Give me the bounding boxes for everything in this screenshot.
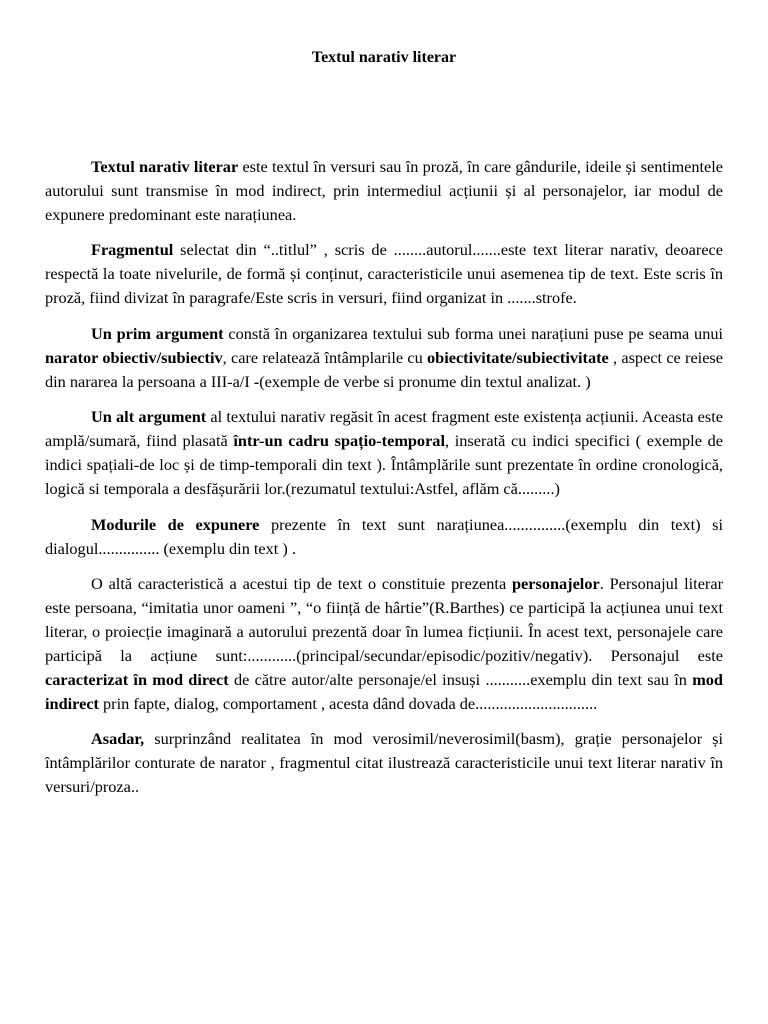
text-segment: , inserată cu indici specifici ( exemple de indici spațiali-de loc și de timp-temporali din text ). Întâmplările sunt prezentate în ordine cronologică, logică si temporala a desfășurării lor.(rezumatul textului:Astfel, aflăm că.........) (45, 431, 723, 499)
bold-text-segment: Un prim argument (91, 323, 224, 343)
paragraph (45, 727, 723, 799)
text-segment: prin fapte, dialog, comportament , acesta dând dovada de.............................. (98, 693, 598, 713)
paragraph (45, 322, 723, 394)
paragraph (45, 405, 723, 501)
bold-text-segment: Un alt argument (91, 407, 207, 427)
text-segment: , care relatează întâmplarile cu (222, 347, 427, 367)
paragraph (45, 572, 723, 716)
bold-text-segment: - (253, 371, 260, 391)
text-segment: (exemple de verbe si pronume din textul analizat. ) (259, 371, 591, 391)
text-segment: constă în organizarea textului sub forma unei narațiuni puse pe seama unui (223, 323, 723, 343)
text-segment: O altă caracteristică a acestui tip de text o constituie prezenta (91, 573, 512, 593)
bold-text-segment: Asadar, (91, 729, 145, 749)
document-body (45, 155, 723, 799)
paragraph (45, 513, 723, 561)
bold-text-segment: obiectivitate/subiectivitate (427, 347, 609, 367)
text-segment: al textului narativ regăsit în acest fragment este existența acțiunii. Aceasta este amplă/sumară, fiind plasată (45, 407, 723, 451)
bold-text-segment: personajelor (511, 573, 600, 593)
paragraph (45, 155, 723, 227)
document-title: Textul narativ literar (311, 49, 457, 66)
bold-text-segment: într-un cadru spațio-temporal (233, 431, 445, 451)
text-segment: prezente în text sunt narațiunea...............(exemplu din text) si dialogul............... (exemplu din text ) . (45, 514, 723, 558)
bold-text-segment: Modurile de expunere (91, 514, 260, 534)
text-segment: de către autor/alte personaje/el insuși ...........exemplu din text sau în (228, 669, 693, 689)
paragraph (45, 238, 723, 310)
text-segment: selectat din “..titlul” , scris de ........autorul.......este text literar narativ, deoarece respectă la toate nivelurile, de formă și conținut, caracteristicile unui asemenea tip de text. Este scris în proză, fiind divizat în paragrafe/Este scris in versuri, fiind organizat in .......strofe. (45, 240, 723, 308)
text-segment: , aspect ce reiese din nararea la persoana a III-a/I (45, 347, 723, 391)
text-segment: surprinzând realitatea în mod verosimil/neverosimil(basm), grație personajelor și întâmplărilor conturate de narator , fragmentul citat ilustrează caracteristicile unui text literar narativ în versuri/proza.. (45, 729, 723, 797)
text-segment: este textul în versuri sau în proză, în care gândurile, ideile și sentimentele autorului sunt transmise în mod indirect, prin intermediul acțiunii și al personajelor, iar modul de expunere predominant este narațiunea. (45, 157, 723, 224)
bold-text-segment: mod indirect (45, 669, 723, 713)
bold-text-segment: Fragmentul (91, 240, 174, 260)
bold-text-segment: caracterizat în mod direct (45, 669, 229, 689)
text-segment: . Personajul literar este persoana, “imitatia unor oameni ”, “o ființă de hârtie”(R.Barthes) ce participă la acțiunea unui text literar, o proiecție imaginară a autorului prezentă doar în lumea ficțiunii. În acest text, personajele care participă la acțiune sunt:............(principal/secundar/episodic/pozitiv/negativ). Personajul este (45, 573, 723, 665)
bold-text-segment: Textul narativ literar (91, 157, 239, 176)
bold-text-segment: narator obiectiv/subiectiv (45, 347, 223, 367)
